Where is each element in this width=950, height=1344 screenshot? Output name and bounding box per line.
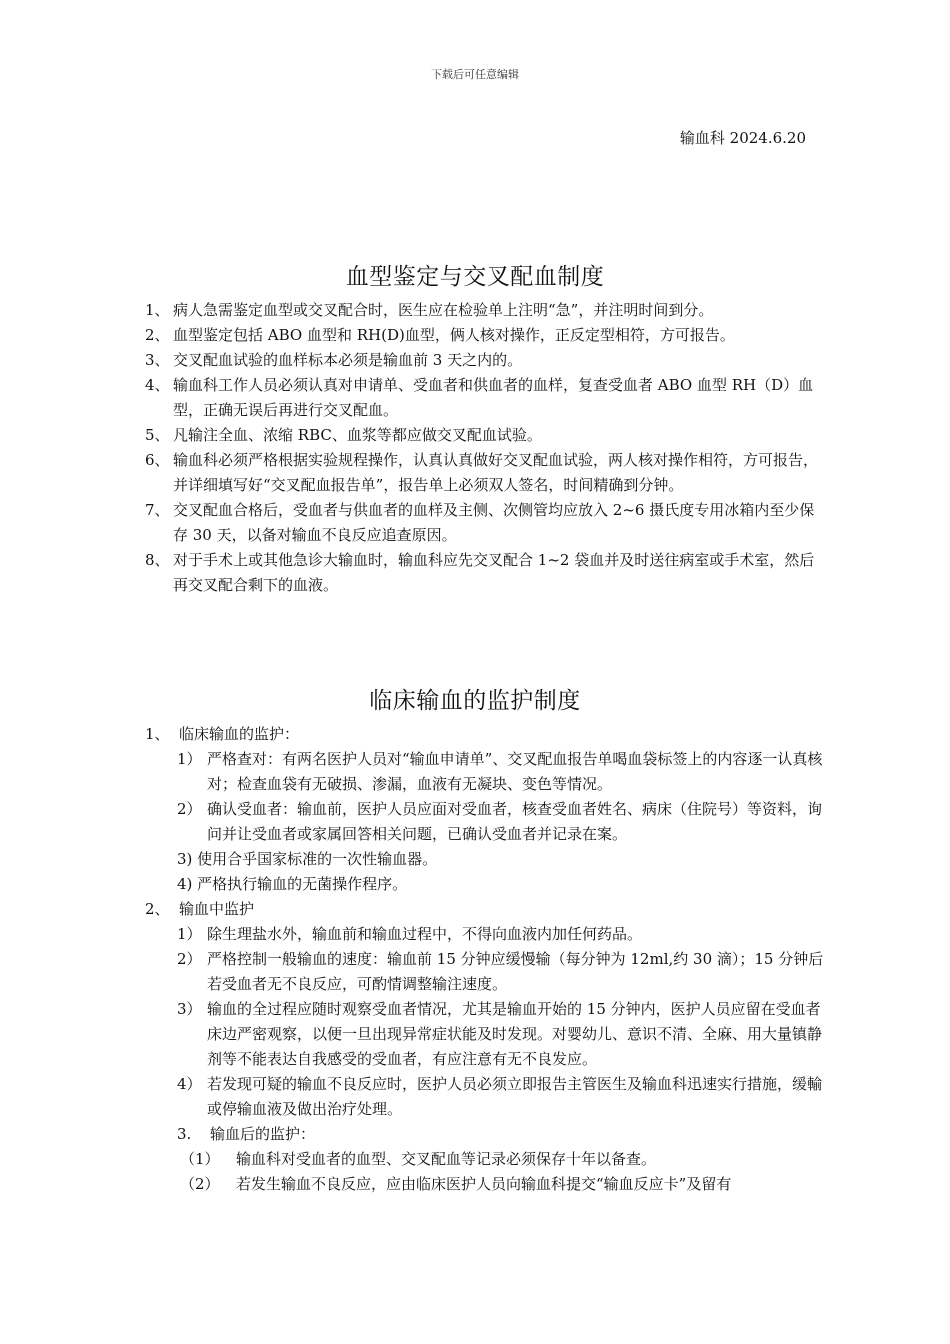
item-text: 若发生输血不良反应，应由临床医护人员向输血科提交“输血反应卡”及留有 xyxy=(236,1175,732,1193)
item-number: 2） xyxy=(177,950,202,968)
item-number: 4） xyxy=(177,1075,202,1093)
item-text: 输血科对受血者的血型、交叉配血等记录必须保存十年以备查。 xyxy=(236,1150,657,1168)
section1-list xyxy=(145,298,825,598)
list-item xyxy=(145,423,825,448)
item-text: 确认受血者：输血前，医护人员应面对受血者，核查受血者姓名、病床（住院号）等资料，询问并让受血者或家属回答相关问题，已确认受血者并记录在案。 xyxy=(207,800,823,843)
item-text: 交叉配血合格后，受血者与供血者的血样及主侧、次侧管均应放入 2~6 摄氏度专用冰箱内至少保存 30 天，以备对输血不良反应追查原因。 xyxy=(173,501,815,544)
list-item xyxy=(145,348,825,373)
item-text: 血型鉴定包括 ABO 血型和 RH(D)血型，俩人核对操作，正反定型相符，方可报告。 xyxy=(173,326,735,344)
part-heading-text: 输血后的监护： xyxy=(210,1125,316,1143)
list-item xyxy=(145,498,825,548)
item-text: 若发现可疑的输血不良反应时，医护人员必须立即报告主管医生及输血科迅速实行措施，缓輸或停输血液及做出治疗处理。 xyxy=(207,1075,823,1118)
list-item xyxy=(145,947,825,997)
list-item xyxy=(145,373,825,423)
list-item xyxy=(145,548,825,598)
item-number: 2、 xyxy=(145,326,170,344)
list-item xyxy=(145,997,825,1072)
item-text: 输血科工作人员必须认真对申请单、受血者和供血者的血样，复查受血者 ABO 血型 RH（D）血型，正确无误后再进行交叉配血。 xyxy=(173,376,814,419)
list-item xyxy=(145,298,825,323)
list-item xyxy=(145,1147,825,1172)
list-item xyxy=(145,1172,825,1197)
part1-heading xyxy=(145,722,825,747)
list-item: 4) 严格执行输血的无菌操作程序。 xyxy=(177,875,408,893)
list-item xyxy=(145,448,825,498)
list-item xyxy=(145,323,825,348)
item-number: 6、 xyxy=(145,451,170,469)
item-number: 4、 xyxy=(145,376,170,394)
item-number: 8、 xyxy=(145,551,170,569)
item-text: 输血的全过程应随时观察受血者情况，尤其是输血开始的 15 分钟内，医护人员应留在受血者床边严密观察，以便一旦出现异常症状能及时发现。对婴幼儿、意识不清、全麻、用大量镇静剂等不能表达自我感受的受血者，有应注意有无不良发应。 xyxy=(207,1000,823,1068)
part3-heading xyxy=(145,1122,825,1147)
item-number: 7、 xyxy=(145,501,170,519)
item-number: （1） xyxy=(180,1150,220,1168)
list-item xyxy=(145,1072,825,1122)
part-number: 3. xyxy=(177,1125,192,1143)
item-text: 严格查对：有两名医护人员对“输血申请单”、交叉配血报告单喝血袋标签上的内容逐一认真核对；检查血袋有无破损、渗漏，血液有无凝块、变色等情况。 xyxy=(207,750,823,793)
part-number: 2、 xyxy=(145,900,170,918)
part-number: 1、 xyxy=(145,725,170,743)
item-text: 凡输注全血、浓缩 RBC、血浆等都应做交叉配血试验。 xyxy=(173,426,542,444)
item-number: 3、 xyxy=(145,351,170,369)
section1-title: 血型鉴定与交叉配血制度 xyxy=(345,264,605,290)
item-text: 严格控制一般输血的速度：输血前 15 分钟应缓慢输（每分钟为 12ml,约 30 滴）；15 分钟后若受血者无不良反应，可酌情调整输注速度。 xyxy=(207,950,824,993)
part-heading-text: 输血中监护 xyxy=(179,900,255,918)
list-item xyxy=(145,922,825,947)
part-heading-text: 临床输血的监护： xyxy=(179,725,300,743)
item-text: 输血科必须严格根据实验规程操作，认真认真做好交叉配血试验，两人核对操作相符，方可报告，并详细填写好“交叉配血报告单”，报告单上必须双人签名，时间精确到分钟。 xyxy=(173,451,819,494)
department-date: 输血科 2024.6.20 xyxy=(679,129,806,147)
item-number: 1） xyxy=(177,750,202,768)
item-text: 除生理盐水外，输血前和输血过程中，不得向血液内加任何药品。 xyxy=(207,925,643,943)
item-number: （2） xyxy=(180,1175,220,1193)
header-note: 下载后可任意编辑 xyxy=(431,68,519,81)
item-number: 2） xyxy=(177,800,202,818)
list-item xyxy=(145,797,825,847)
item-text: 对于手术上或其他急诊大输血时，输血科应先交叉配合 1~2 袋血并及时送往病室或手术室，然后再交叉配合剩下的血液。 xyxy=(173,551,815,594)
list-item: 3) 使用合乎国家标准的一次性输血器。 xyxy=(177,850,438,868)
section2-title: 临床输血的监护制度 xyxy=(369,688,581,714)
part2-heading xyxy=(145,897,825,922)
item-text: 交叉配血试验的血样标本必须是输血前 3 天之内的。 xyxy=(173,351,523,369)
list-item xyxy=(145,747,825,797)
item-number: 1） xyxy=(177,925,202,943)
item-number: 5、 xyxy=(145,426,170,444)
item-number: 3） xyxy=(177,1000,202,1018)
item-text: 病人急需鉴定血型或交叉配合时，医生应在检验单上注明“急”，并注明时间到分。 xyxy=(173,301,714,319)
item-number: 1、 xyxy=(145,301,170,319)
section2-list xyxy=(145,722,825,1197)
